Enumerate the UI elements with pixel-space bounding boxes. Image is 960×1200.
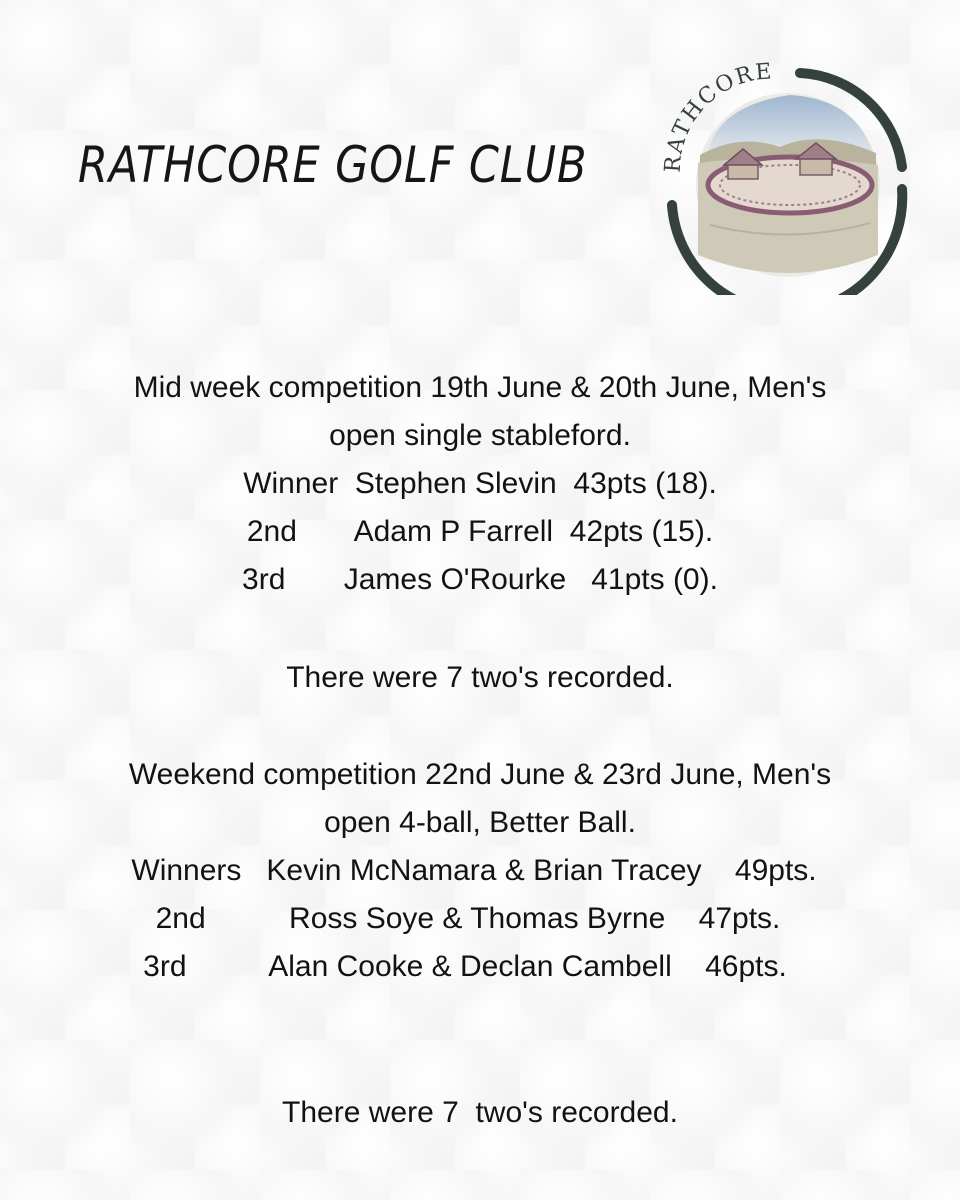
weekend-heading-line1: Weekend competition 22nd June & 23rd June, Men's <box>128 758 832 791</box>
weekend-result-third: 3rd Alan Cooke & Declan Cambell 46pts. <box>143 950 787 983</box>
weekend-twos: There were 7 two's recorded. <box>282 1096 678 1129</box>
midweek-result-winner: Winner Stephen Slevin 43pts (18). <box>243 467 717 500</box>
logo-sky <box>708 95 872 151</box>
club-logo <box>650 55 910 295</box>
midweek-heading-line1: Mid week competition 19th June & 20th June, Men's <box>133 371 827 404</box>
weekend-heading-line2: open 4-ball, Better Ball. <box>324 806 636 839</box>
club-title: RATHCORE GOLF CLUB <box>78 136 588 194</box>
midweek-heading-line2: open single stableford. <box>329 419 631 452</box>
midweek-result-third: 3rd James O'Rourke 41pts (0). <box>242 563 718 596</box>
midweek-result-second: 2nd Adam P Farrell 42pts (15). <box>246 515 714 548</box>
logo-lettering: RATHCORE <box>660 59 775 174</box>
midweek-twos: There were 7 two's recorded. <box>286 661 674 694</box>
weekend-result-second: 2nd Ross Soye & Thomas Byrne 47pts. <box>155 902 781 935</box>
weekend-result-winners: Winners Kevin McNamara & Brian Tracey 49pts. <box>131 854 817 887</box>
